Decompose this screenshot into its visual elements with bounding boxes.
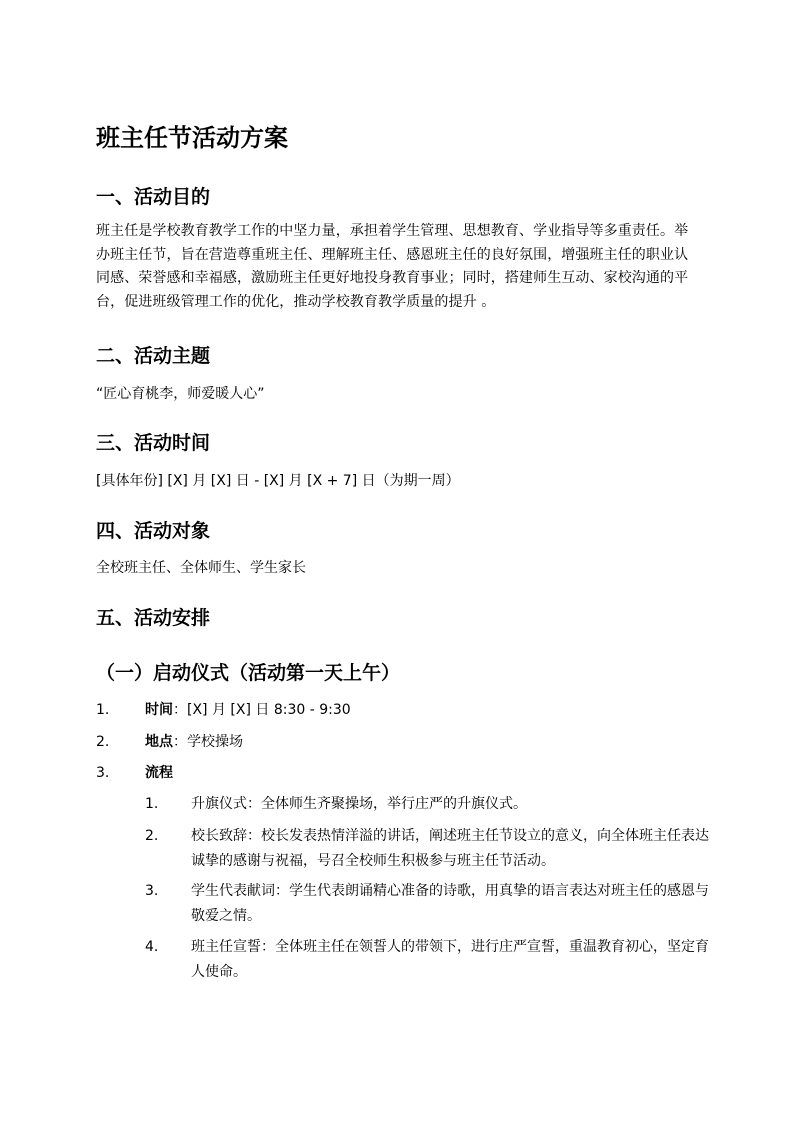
sub-list-item-text: 校长致辞：校长发表热情洋溢的讲话，阐述班主任节设立的意义，向全体班主任表达诚挚的感谢与祝福，号召全校师生积极参与班主任节活动。 (191, 828, 709, 869)
heading-schedule: 五、活动安排 (96, 607, 211, 629)
sub-list-item-number: 2. (145, 828, 159, 844)
subheading-opening-ceremony: （一）启动仪式（活动第一天上午） (96, 662, 401, 684)
sub-list-item-number: 1. (145, 796, 159, 812)
sub-list-item-number: 3. (145, 883, 159, 899)
list-item-number: 2. (96, 734, 110, 750)
list-item-number: 3. (96, 765, 110, 781)
sub-list-item-number: 4. (145, 939, 159, 955)
text-theme: “匠心育桃李，师爱暖人心” (96, 386, 265, 402)
list-item-number: 1. (96, 702, 110, 718)
sub-list-item-text: 班主任宣誓：全体班主任在领誓人的带领下，进行庄严宣誓，重温教育初心，坚定育人使命。 (191, 939, 709, 980)
heading-purpose: 一、活动目的 (96, 186, 211, 208)
list-item-separator: ： (173, 702, 187, 718)
text-audience: 全校班主任、全体师生、学生家长 (96, 560, 306, 576)
text-time: [具体年份] [X] 月 [X] 日 - [X] 月 [X + 7] 日（为期一周） (96, 473, 460, 489)
list-item-key: 流程 (145, 765, 173, 781)
list-item-separator: ： (173, 734, 187, 750)
heading-audience: 四、活动对象 (96, 520, 211, 542)
heading-theme: 二、活动主题 (96, 345, 211, 367)
list-item-key: 地点 (145, 734, 173, 750)
sub-list-item-text: 学生代表献词：学生代表朗诵精心准备的诗歌，用真挚的语言表达对班主任的感恩与敬爱之情。 (191, 883, 709, 924)
list-item-value: 学校操场 (187, 734, 243, 750)
sub-list-item-text: 升旗仪式：全体师生齐聚操场，举行庄严的升旗仪式。 (191, 796, 527, 812)
document-title: 班主任节活动方案 (96, 124, 288, 152)
list-item-key: 时间 (145, 702, 173, 718)
list-item-value: [X] 月 [X] 日 8:30 - 9:30 (187, 702, 351, 718)
heading-time: 三、活动时间 (96, 432, 211, 454)
paragraph-purpose: 班主任是学校教育教学工作的中坚力量，承担着学生管理、思想教育、学业指导等多重责任。举办班主任节，旨在营造尊重班主任、理解班主任、感恩班主任的良好氛围，增强班主任的职业认同感、荣誉感和幸福感，激励班主任更好地投身教育事业；同时，搭建师生互动、家校沟通的平台，促进班级管理工作的优化，推动学校教育教学质量的提升 。 (96, 223, 689, 310)
